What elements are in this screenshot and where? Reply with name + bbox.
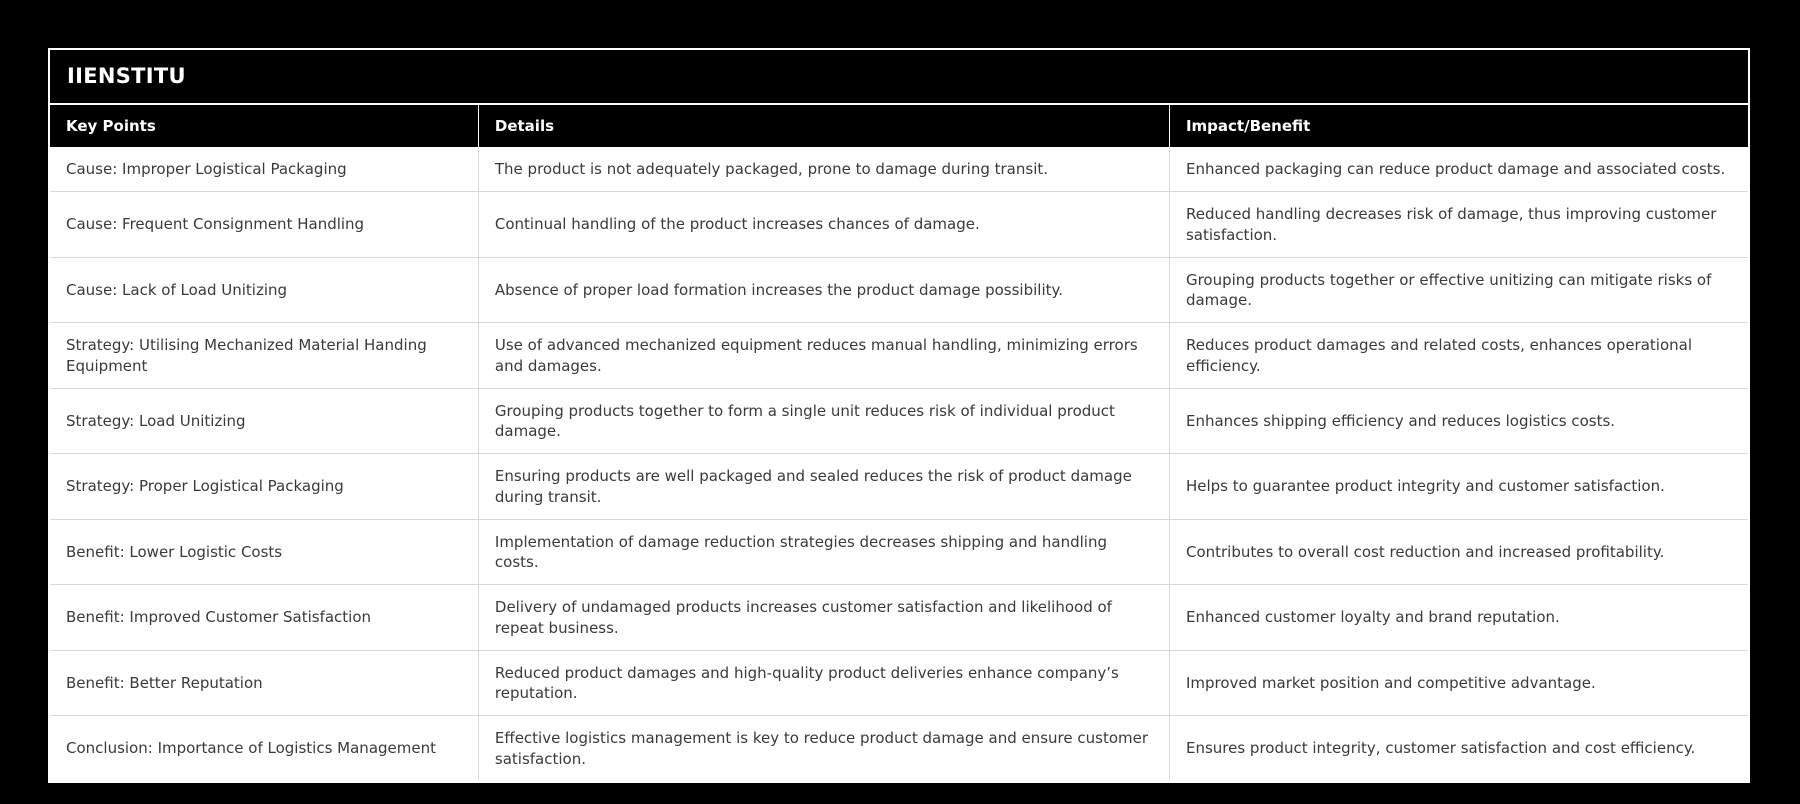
- table-row: [50, 453, 1748, 519]
- column-header-impact-benefit: Impact/Benefit: [1169, 105, 1748, 147]
- details-cell: Delivery of undamaged products increases customer satisfaction and likelihood of repeat business.: [478, 585, 1169, 650]
- details-cell: Reduced product damages and high-quality product deliveries enhance company’s reputation.: [478, 651, 1169, 716]
- key-points-cell: Strategy: Load Unitizing: [66, 411, 246, 430]
- table-row: [50, 650, 1748, 716]
- table-row: [50, 584, 1748, 650]
- details-cell: Effective logistics management is key to reduce product damage and ensure customer satisfaction.: [478, 716, 1169, 781]
- key-points-cell: Strategy: Utilising Mechanized Material Handing Equipment: [66, 336, 427, 375]
- table-row: [50, 147, 1748, 191]
- impact-benefit-cell: Reduces product damages and related costs, enhances operational efficiency.: [1169, 323, 1748, 388]
- table-row: [50, 715, 1748, 781]
- key-points-cell: Benefit: Improved Customer Satisfaction: [66, 608, 372, 627]
- key-points-cell: Cause: Lack of Load Unitizing: [66, 280, 288, 299]
- impact-benefit-cell: Enhanced packaging can reduce product damage and associated costs.: [1169, 147, 1748, 191]
- details-cell: Absence of proper load formation increases the product damage possibility.: [478, 258, 1169, 323]
- key-points-cell: Benefit: Better Reputation: [66, 673, 263, 692]
- card-title: IIENSTITU: [50, 50, 1748, 105]
- impact-benefit-cell: Reduced handling decreases risk of damage, thus improving customer satisfaction.: [1169, 192, 1748, 257]
- impact-benefit-cell: Enhances shipping efficiency and reduces logistics costs.: [1169, 389, 1748, 454]
- key-points-cell: Conclusion: Importance of Logistics Management: [66, 739, 436, 758]
- table-row: [50, 322, 1748, 388]
- details-cell: Ensuring products are well packaged and sealed reduces the risk of product damage during transit.: [478, 454, 1169, 519]
- column-header-details: Details: [478, 105, 1169, 147]
- key-points-cell: Benefit: Lower Logistic Costs: [66, 542, 283, 561]
- impact-benefit-cell: Improved market position and competitive advantage.: [1169, 651, 1748, 716]
- impact-benefit-cell: Grouping products together or effective unitizing can mitigate risks of damage.: [1169, 258, 1748, 323]
- table-row: [50, 519, 1748, 585]
- impact-benefit-cell: Helps to guarantee product integrity and customer satisfaction.: [1169, 454, 1748, 519]
- impact-benefit-cell: Ensures product integrity, customer satisfaction and cost efficiency.: [1169, 716, 1748, 781]
- key-points-cell: Cause: Frequent Consignment Handling: [66, 215, 365, 234]
- details-cell: Continual handling of the product increases chances of damage.: [478, 192, 1169, 257]
- details-cell: Implementation of damage reduction strategies decreases shipping and handling costs.: [478, 520, 1169, 585]
- impact-benefit-cell: Contributes to overall cost reduction and increased profitability.: [1169, 520, 1748, 585]
- details-cell: Use of advanced mechanized equipment reduces manual handling, minimizing errors and damages.: [478, 323, 1169, 388]
- table-row: [50, 191, 1748, 257]
- details-cell: Grouping products together to form a single unit reduces risk of individual product damage.: [478, 389, 1169, 454]
- table-card: [48, 48, 1750, 783]
- table-row: [50, 257, 1748, 323]
- key-points-cell: Cause: Improper Logistical Packaging: [66, 160, 347, 178]
- details-cell: The product is not adequately packaged, prone to damage during transit.: [478, 147, 1169, 191]
- column-header-key-points: Key Points: [66, 117, 156, 135]
- key-points-cell: Strategy: Proper Logistical Packaging: [66, 477, 344, 496]
- table-body: [50, 147, 1748, 781]
- table-header-row: [50, 105, 1748, 147]
- table-row: [50, 388, 1748, 454]
- impact-benefit-cell: Enhanced customer loyalty and brand reputation.: [1169, 585, 1748, 650]
